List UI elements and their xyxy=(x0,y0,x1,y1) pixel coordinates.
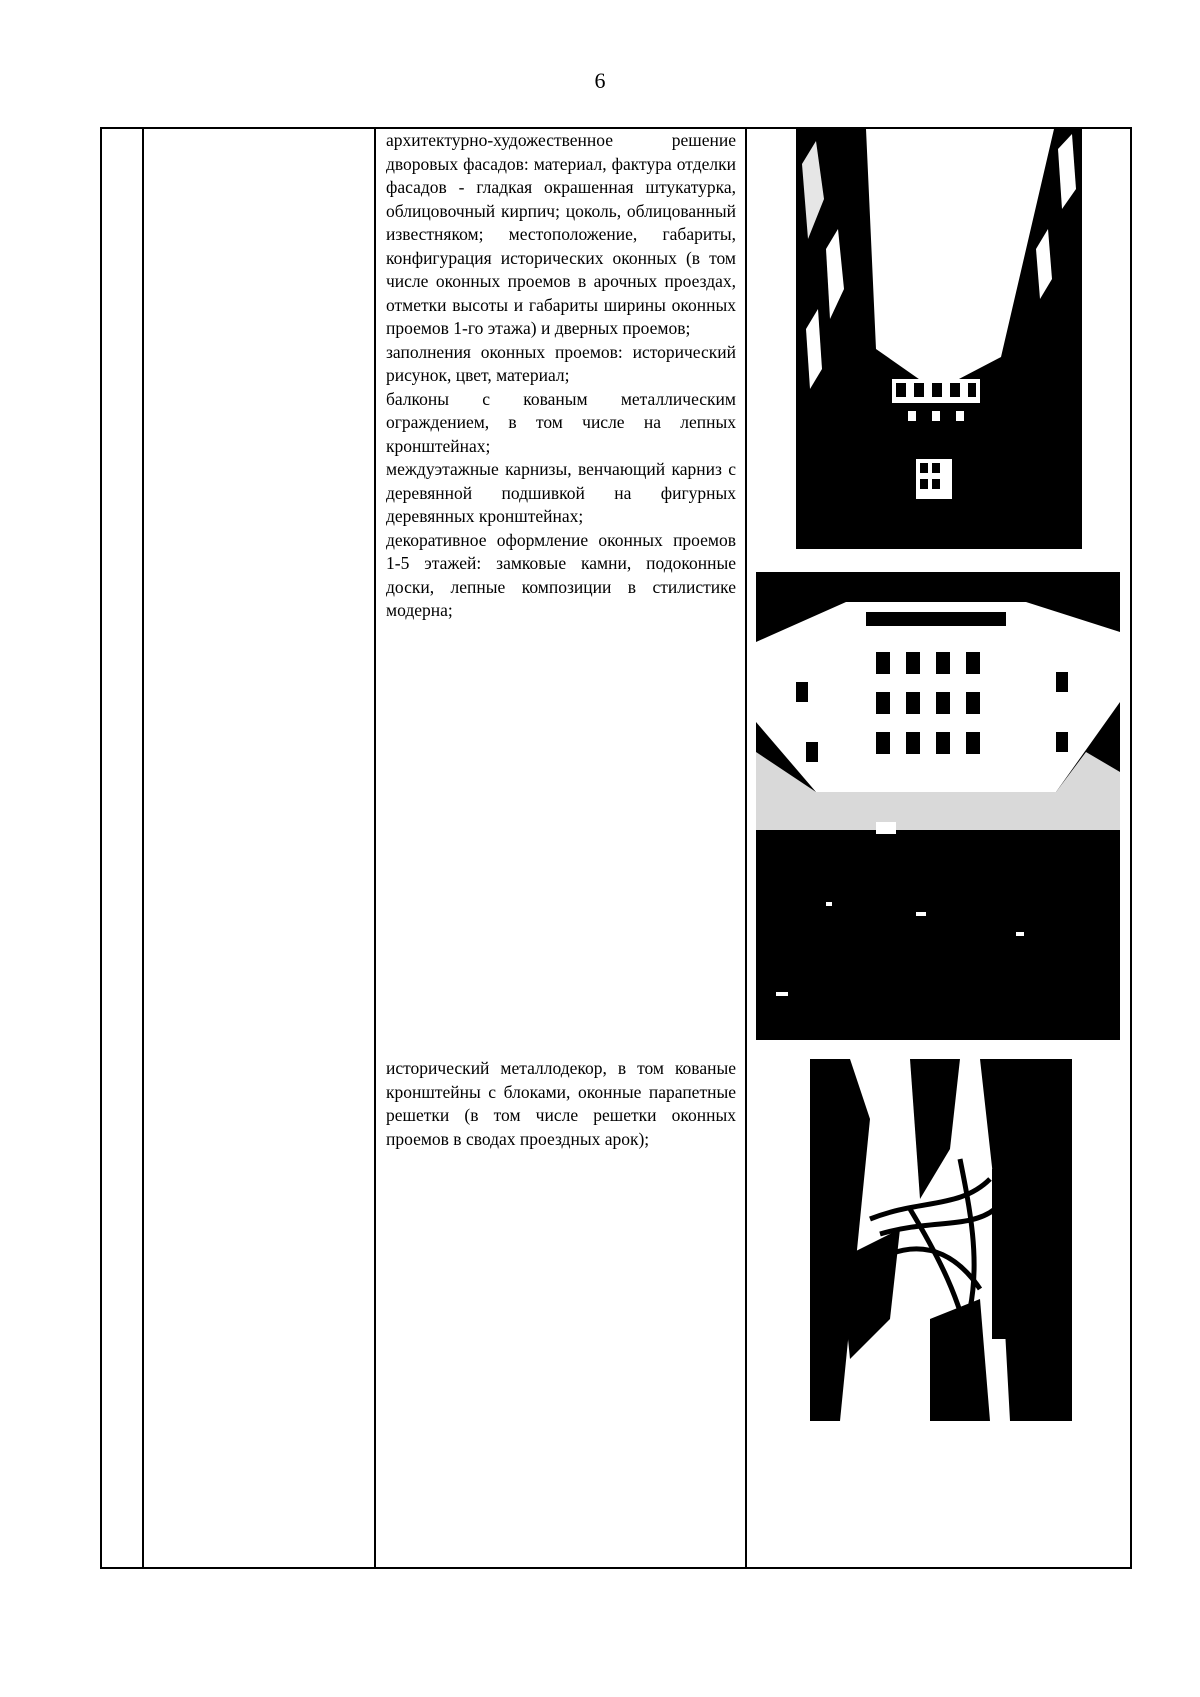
courtyard-photo-upward xyxy=(796,129,1082,549)
table-column-divider xyxy=(142,129,144,1567)
page-number: 6 xyxy=(594,68,606,93)
courtyard-facade-photo xyxy=(756,572,1120,1040)
metal-bracket-photo xyxy=(810,1059,1072,1421)
document-table xyxy=(100,127,1132,1569)
metal-decor-text: исторический металлодекор, в том кованые кронштейны с блоками, оконные парапетные решетки (в том числе решетки оконных проемов в сводах проездных арок); xyxy=(386,1058,736,1149)
subject-protection-text: архитектурно-художественное решение дворовых фасадов: материал, фактура отделки фасадов - гладкая окрашенная штукатурка, облицовочный кирпич; цоколь, облицованный известняком; местоположение, габариты, конфигурация исторических оконных (в том числе оконных проемов в арочных проездах, отметки высоты и габариты ширины оконных проемов 1-го этажа) и дверных проемов; заполнения оконных проемов: исторический рисунок, цвет, материал; балконы с кованым металлическим ограждением, в том числе на лепных кронштейнах; междуэтажные карнизы, венчающий карниз с деревянной подшивкой на фигурных деревянных кронштейнах; декоративное оформление оконных проемов 1-5 этажей: замковые камни, подоконные доски, лепные композиции в стилистике модерна; xyxy=(386,130,736,620)
table-column-divider xyxy=(745,129,747,1567)
table-column-divider xyxy=(374,129,376,1567)
